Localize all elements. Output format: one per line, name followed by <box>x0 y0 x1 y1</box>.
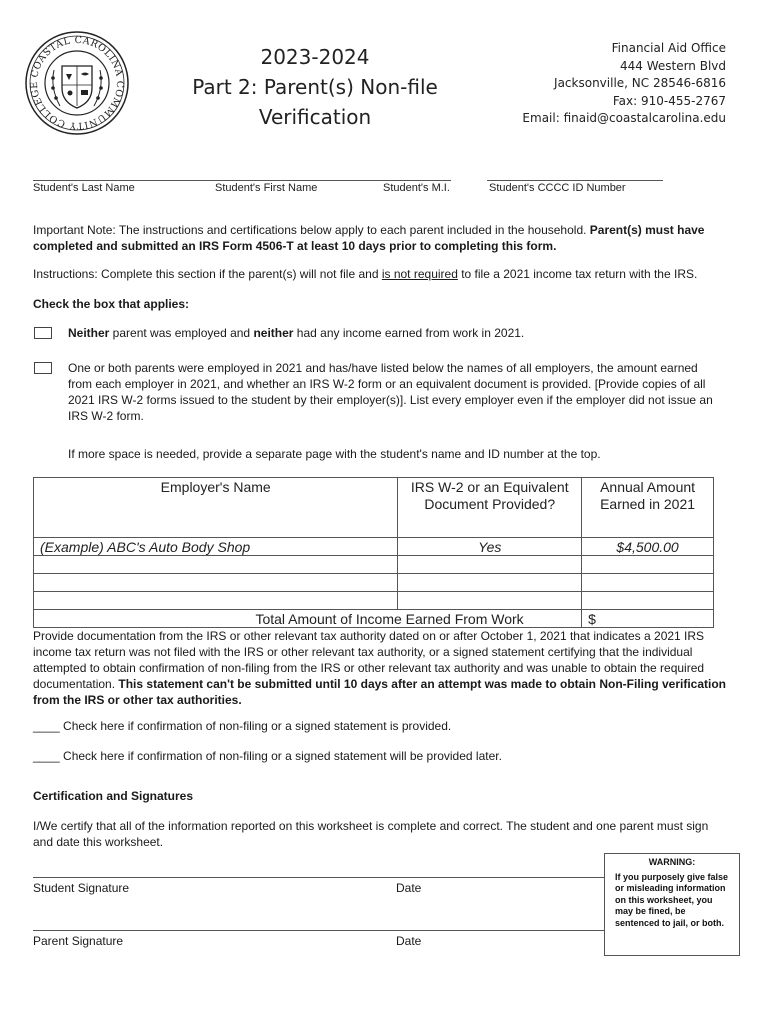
student-date-label: Date <box>396 881 422 895</box>
more-space-note: If more space is needed, provide a separate page with the student's name and ID number at the top. <box>68 447 601 461</box>
example-employer: (Example) ABC's Auto Body Shop <box>34 538 398 556</box>
w2-cell[interactable] <box>398 574 582 592</box>
warning-text: If you purposely give false or misleading information on this worksheet, you may be fined, be sentenced to jail, or both. <box>615 871 729 928</box>
label-last-name: Student's Last Name <box>33 182 135 194</box>
college-seal <box>24 30 130 136</box>
label-first-name: Student's First Name <box>215 182 318 194</box>
parent-signature-line[interactable] <box>33 930 604 931</box>
warning-title: WARNING: <box>648 857 696 867</box>
instructions-before: Instructions: Complete this section if the parent(s) will not file and <box>33 267 382 281</box>
important-note-bold: Parent(s) must have completed and submitted an IRS Form 4506-T at least 10 days prior to completing this form. <box>33 223 705 253</box>
checkbox-neither-employed[interactable] <box>34 327 52 339</box>
option-employed-text: One or both parents were employed in 2021 and has/have listed below the names of all employers, the amount earned from each employer in 2021, and whether an IRS W-2 form or an equivalent document is provided. [Provide copies of all 2021 IRS W-2 forms issued to the student by their employer(s)]. List every employer even if the employer did not issue an IRS W-2 form. <box>68 361 713 423</box>
contact-block <box>522 40 726 128</box>
form-title <box>180 42 450 132</box>
student-signature-label: Student Signature <box>33 881 130 895</box>
amount-cell[interactable] <box>582 592 714 610</box>
total-label: Total Amount of Income Earned From Work <box>34 610 582 628</box>
amount-cell[interactable] <box>582 556 714 574</box>
svg-text:COASTAL CAROLINA COMMUNITY COL: COASTAL CAROLINA COMMUNITY COLLEGE <box>28 34 126 132</box>
parent-signature-label: Parent Signature <box>33 934 124 948</box>
parent-date-label: Date <box>396 934 422 948</box>
header-annual-amount: Annual Amount Earned in 2021 <box>582 478 714 538</box>
employer-cell[interactable] <box>34 592 398 610</box>
instructions-underlined: is not required <box>381 267 458 281</box>
title-verification: Verification <box>258 105 372 129</box>
student-signature-line[interactable] <box>33 877 604 878</box>
table-row[interactable] <box>34 592 714 610</box>
employer-cell[interactable] <box>34 556 398 574</box>
header-employer-name: Employer's Name <box>34 478 398 538</box>
option-neither-text <box>68 325 718 341</box>
header-w2-provided: IRS W-2 or an Equivalent Document Provided? <box>398 478 582 538</box>
label-cccc-id: Student's CCCC ID Number <box>489 182 626 194</box>
student-id-line[interactable] <box>487 180 663 181</box>
documentation-text: Provide documentation from the IRS or other relevant tax authority dated on or after October 1, 2021 that indicates a 2021 IRS income tax return was not filed with the IRS or other relevant tax authority, or a signed statement certifying that the individual attempted to obtain confirmation of non-filing from the IRS or other relevant tax authority and was unable to obtain the required documentation. <box>33 629 705 691</box>
example-w2: Yes <box>398 538 582 556</box>
option1-text1: parent was employed and <box>109 326 254 340</box>
contact-address: 444 Western Blvd <box>619 58 726 73</box>
check-heading: Check the box that applies: <box>33 297 190 311</box>
table-row <box>34 538 714 556</box>
contact-fax: Fax: 910-455-2767 <box>612 93 726 108</box>
w2-cell[interactable] <box>398 592 582 610</box>
student-name-line[interactable] <box>33 180 451 181</box>
employer-table <box>33 477 714 628</box>
documentation-bold: This statement can't be submitted until 10 days after an attempt was made to obtain Non-Filing verification from the IRS or other tax authorities. <box>33 677 727 707</box>
option1-text2: had any income earned from work in 2021. <box>293 326 525 340</box>
amount-cell[interactable] <box>582 574 714 592</box>
check-later-line[interactable]: ____ Check here if confirmation of non-filing or a signed statement will be provided later. <box>33 749 502 763</box>
example-amount: $4,500.00 <box>582 538 714 556</box>
table-row[interactable] <box>34 556 714 574</box>
instructions <box>33 266 733 282</box>
table-header-row <box>34 478 714 538</box>
title-part: Part 2: Parent(s) Non-file <box>192 75 438 99</box>
college-seal-icon <box>24 30 130 136</box>
certification-heading: Certification and Signatures <box>33 789 194 803</box>
table-row[interactable] <box>34 574 714 592</box>
total-row <box>34 610 714 628</box>
contact-city: Jacksonville, NC 28546-6816 <box>554 76 726 90</box>
contact-office: Financial Aid Office <box>611 41 726 55</box>
title-year: 2023-2024 <box>260 45 370 69</box>
option1-bold1: Neither <box>68 326 110 340</box>
documentation-paragraph <box>33 628 733 708</box>
option1-bold2: neither <box>253 326 294 340</box>
important-note <box>33 222 723 254</box>
label-mi: Student's M.I. <box>383 182 450 194</box>
checkbox-employed[interactable] <box>34 362 52 374</box>
check-provided-line[interactable]: ____ Check here if confirmation of non-filing or a signed statement is provided. <box>33 719 452 733</box>
total-value[interactable]: $ <box>582 610 714 628</box>
instructions-after: to file a 2021 income tax return with the IRS. <box>457 267 698 281</box>
employer-cell[interactable] <box>34 574 398 592</box>
warning-box <box>604 853 740 956</box>
contact-email: Email: finaid@coastalcarolina.edu <box>522 111 726 125</box>
w2-cell[interactable] <box>398 556 582 574</box>
important-note-text: Important Note: The instructions and certifications below apply to each parent included in the household. <box>33 223 590 237</box>
certification-text: I/We certify that all of the information reported on this worksheet is complete and correct. The student and one parent must sign and date this worksheet. <box>33 819 709 849</box>
